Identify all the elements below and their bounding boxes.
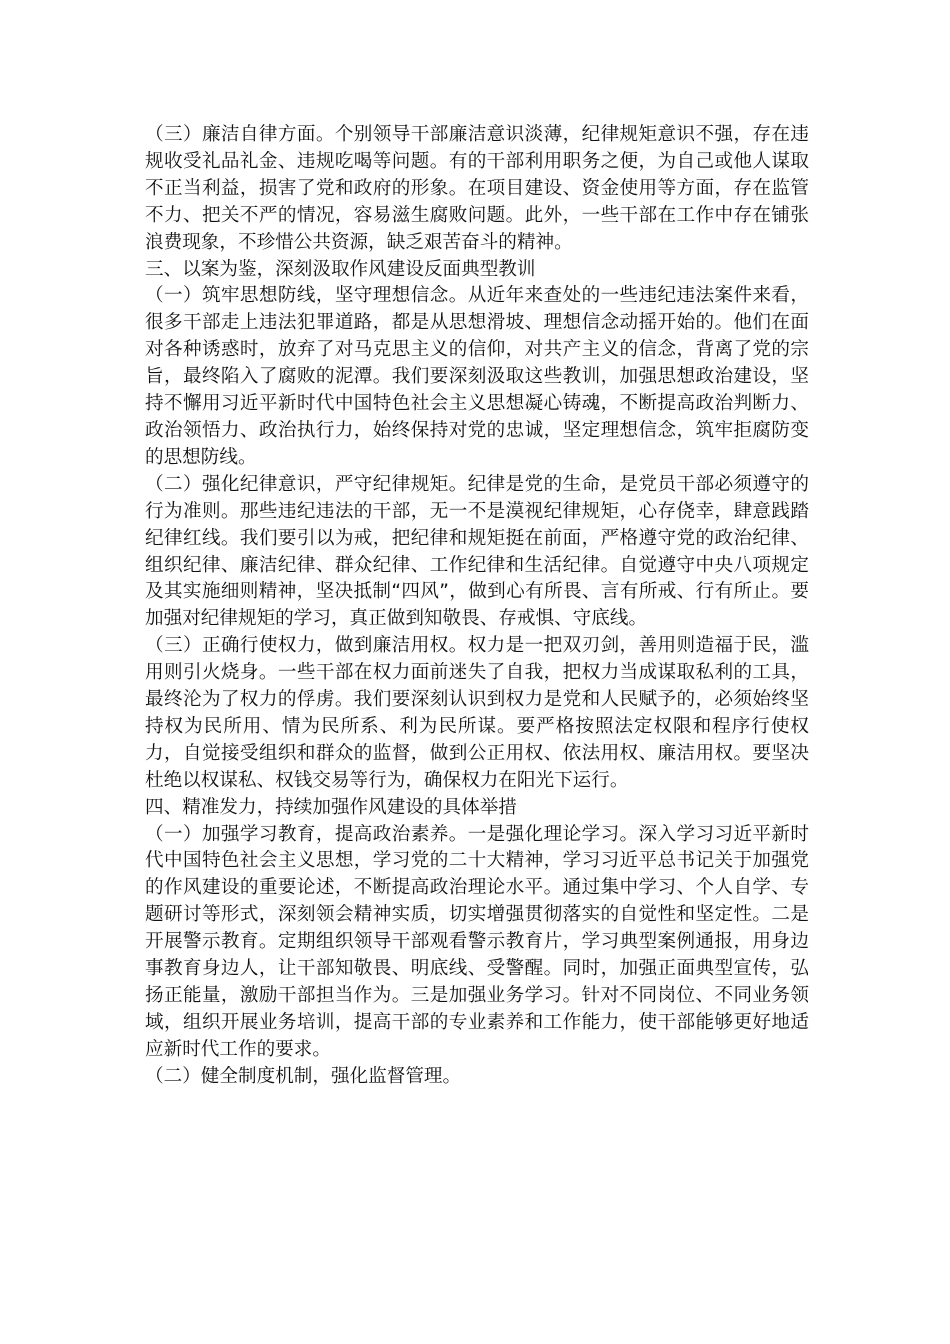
paragraph-discipline-awareness: （二）强化纪律意识，严守纪律规矩。纪律是党的生命，是党员干部必须遵守的行为准则。那些违纪违法的干部，无一不是漠视纪律规矩，心存侥幸，肆意践踏纪律红线。我们要引以为戒，把纪律和规矩挺在前面，严格遵守党的政治纪律、组织纪律、廉洁纪律、群众纪律、工作纪律和生活纪律。自觉遵守中央八项规定及其实施细则精神，坚决抵制“四风”，做到心有所畏、言有所戒、行有所止。要加强对纪律规矩的学习，真正做到知敬畏、存戒惧、守底线。 xyxy=(145,473,809,630)
paragraph-integrity-self-discipline: （三）廉洁自律方面。个别领导干部廉洁意识淡薄，纪律规矩意识不强，存在违规收受礼品礼金、违规吃喝等问题。有的干部利用职务之便，为自己或他人谋取不正当利益，损害了党和政府的形象。在项目建设、资金使用等方面，存在监管不力、把关不严的情况，容易滋生腐败问题。此外，一些干部在工作中存在铺张浪费现象，不珍惜公共资源，缺乏艰苦奋斗的精神。 xyxy=(145,124,809,253)
section-heading-three: 三、以案为鉴，深刻汲取作风建设反面典型教训 xyxy=(145,258,536,280)
paragraph-exercise-power: （三）正确行使权力，做到廉洁用权。权力是一把双刃剑，善用则造福于民，滥用则引火烧身。一些干部在权力面前迷失了自我，把权力当成谋取私利的工具，最终沦为了权力的俘虏。我们要深刻认识到权力是党和人民赋予的，必须始终坚持权为民所用、情为民所系、利为民所谋。要严格按照法定权限和程序行使权力，自觉接受组织和群众的监督，做到公正用权、依法用权、廉洁用权。要坚决杜绝以权谋私、权钱交易等行为，确保权力在阳光下运行。 xyxy=(145,635,809,791)
paragraph-learning-education: （一）加强学习教育，提高政治素养。一是强化理论学习。深入学习习近平新时代中国特色社会主义思想，学习党的二十大精神，学习习近平总书记关于加强党的作风建设的重要论述，不断提高政治理论水平。通过集中学习、个人自学、专题研讨等形式，深刻领会精神实质，切实增强贯彻落实的自觉性和坚定性。二是开展警示教育。定期组织领导干部观看警示教育片，学习典型案例通报，用身边事教育身边人，让干部知敬畏、明底线、受警醒。同时，加强正面典型宣传，弘扬正能量，激励干部担当作为。三是加强业务学习。针对不同岗位、不同业务领域，组织开展业务培训，提高干部的专业素养和工作能力，使干部能够更好地适应新时代工作的要求。 xyxy=(145,823,809,1060)
paragraph-ideological-defense: （一）筑牢思想防线，坚守理想信念。从近年来查处的一些违纪违法案件来看，很多干部走上违法犯罪道路，都是从思想滑坡、理想信念动摇开始的。他们在面对各种诱惑时，放弃了对马克思主义的信仰，对共产主义的信念，背离了党的宗旨，最终陷入了腐败的泥潭。我们要深刻汲取这些教训，加强思想政治建设，坚持不懈用习近平新时代中国特色社会主义思想凝心铸魂，不断提高政治判断力、政治领悟力、政治执行力，始终保持对党的忠诚，坚定理想信念，筑牢拒腐防变的思想防线。 xyxy=(145,285,809,468)
section-heading-four: 四、精准发力，持续加强作风建设的具体举措 xyxy=(145,796,517,818)
paragraph-institutional-mechanism: （二）健全制度机制，强化监督管理。 xyxy=(145,1065,462,1087)
document-body xyxy=(145,122,809,1091)
